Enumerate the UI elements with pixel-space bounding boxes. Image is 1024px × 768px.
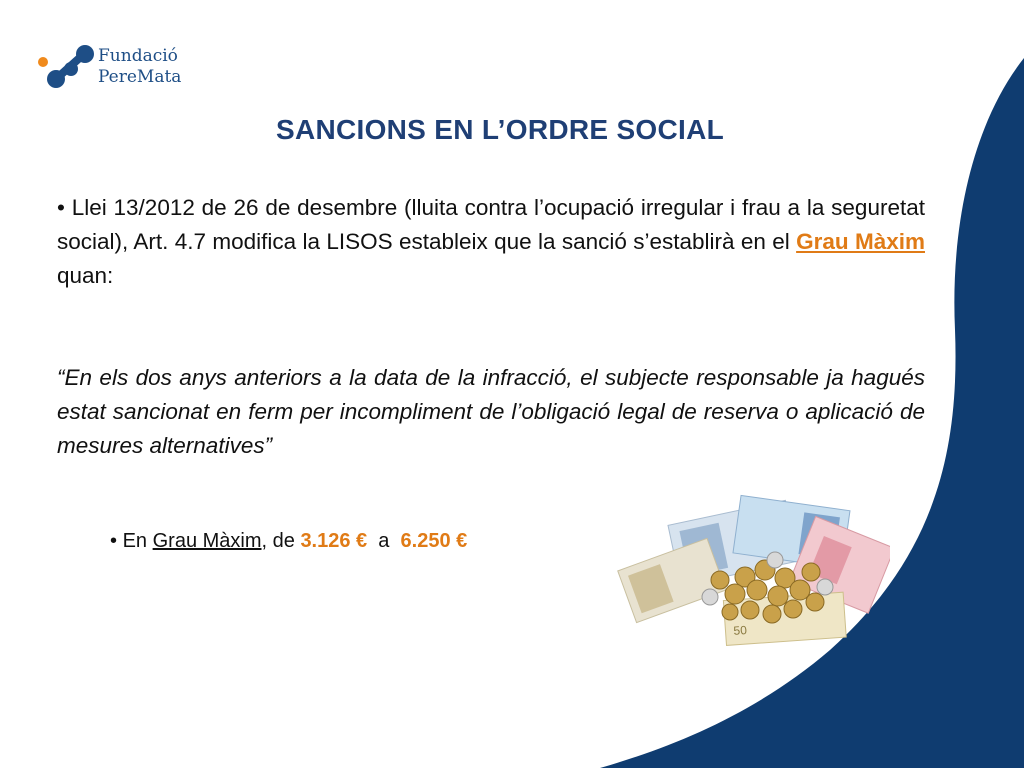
paragraph-law	[57, 191, 925, 293]
money-illustration-icon	[615, 472, 890, 657]
slide-title: SANCIONS EN L’ORDRE SOCIAL	[275, 114, 725, 145]
sanction-range	[110, 530, 467, 553]
logo-dots-icon	[36, 44, 96, 94]
logo-line-2: PereMata	[98, 67, 182, 87]
svg-text:50: 50	[733, 623, 748, 638]
law-text: Llei 13/2012 de 26 de desembre (lluita contra l’ocupació irregular i frau a la seguretat social), Art. 4.7 modifica la LISOS estableix que la sanció s’establirà en el	[57, 195, 925, 254]
range-prefix: En	[122, 530, 148, 552]
range-connector: a	[378, 530, 390, 552]
range-middle: , de	[261, 530, 295, 552]
quote-paragraph: “En els dos anys anteriors a la data de la infracció, el subjecte responsable ja hagués estat sancionat en ferm per incompliment de l’obligació legal de reserva o aplicació de mesures alternatives”	[57, 365, 925, 458]
amount-to: 6.250 €	[400, 530, 468, 552]
bullet-marker: •	[110, 530, 118, 552]
range-grau-maxim: Grau Màxim	[152, 530, 262, 552]
law-text-end: quan:	[57, 263, 114, 288]
bullet-marker: •	[57, 195, 65, 220]
logo-line-1: Fundació	[98, 46, 178, 66]
grau-maxim-link[interactable]: Grau Màxim	[796, 229, 925, 254]
logo	[36, 44, 206, 94]
amount-from: 3.126 €	[300, 530, 368, 552]
